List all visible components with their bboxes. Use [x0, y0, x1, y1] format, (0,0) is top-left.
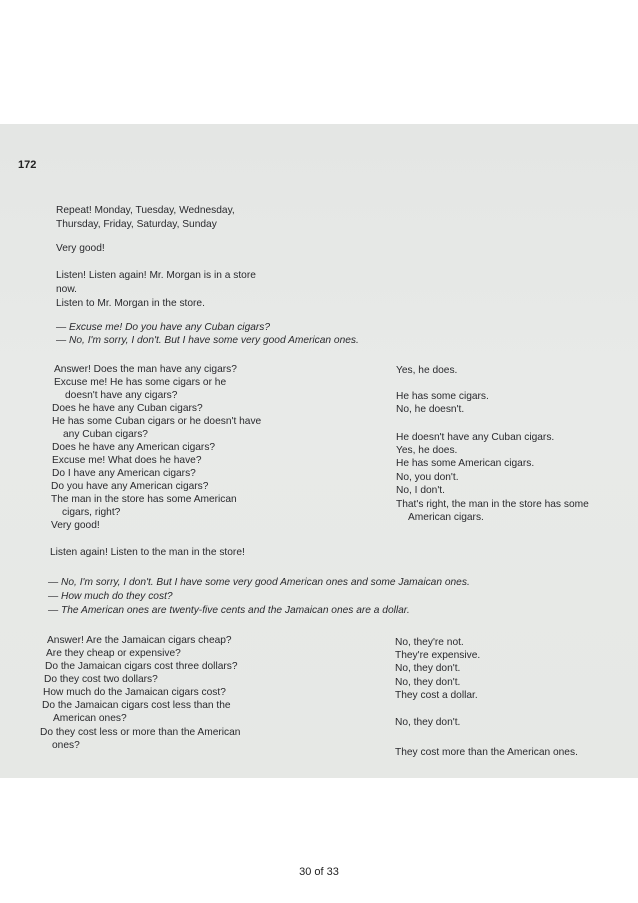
intro-line: Repeat! Monday, Tuesday, Wednesday, — [56, 205, 235, 216]
question-line: any Cuban cigars? — [63, 429, 148, 440]
page-number: 172 — [18, 159, 37, 171]
question-line: He has some Cuban cigars or he doesn't have — [52, 416, 262, 427]
answer-line: He has some American cigars. — [396, 458, 535, 469]
dialogue-line: — No, I'm sorry, I don't. But I have some very good American ones. — [56, 335, 359, 346]
question-line: Do I have any American cigars? — [52, 468, 196, 479]
scanned-page — [0, 124, 638, 778]
question-line: Excuse me! What does he have? — [52, 455, 202, 466]
answer-line: They're expensive. — [395, 650, 481, 661]
answer-line: No, I don't. — [396, 485, 445, 496]
answer-line: They cost a dollar. — [395, 690, 478, 701]
question-line: ones? — [52, 740, 80, 751]
question-line: Does he have any Cuban cigars? — [52, 403, 203, 414]
dialogue-line: — No, I'm sorry, I don't. But I have some very good American ones and some Jamaican ones. — [48, 577, 470, 588]
question-line: How much do the Jamaican cigars cost? — [43, 687, 226, 698]
intro-line: Listen to Mr. Morgan in the store. — [56, 298, 205, 309]
answer-line: Yes, he does. — [396, 445, 458, 456]
intro-line: Very good! — [56, 243, 105, 254]
answer-line: No, they don't. — [395, 717, 461, 728]
dialogue-line: — The American ones are twenty-five cents and the Jamaican ones are a dollar. — [48, 605, 410, 616]
question-line: Do the Jamaican cigars cost less than the — [42, 700, 231, 711]
question-line: doesn't have any cigars? — [65, 390, 178, 401]
answer-line: That's right, the man in the store has some — [396, 499, 589, 510]
question-line: Answer! Does the man have any cigars? — [54, 364, 237, 375]
question-line: Does he have any American cigars? — [52, 442, 216, 453]
intro-line: Listen! Listen again! Mr. Morgan is in a store — [56, 270, 256, 281]
question-line: cigars, right? — [62, 507, 121, 518]
question-line: Very good! — [51, 520, 100, 531]
question-line: Do they cost less or more than the American — [40, 727, 241, 738]
answer-line: No, they don't. — [395, 677, 461, 688]
answer-line: No, they're not. — [395, 637, 464, 648]
question-line: Do you have any American cigars? — [51, 481, 209, 492]
answer-line: No, you don't. — [396, 472, 459, 483]
question-line: Answer! Are the Jamaican cigars cheap? — [47, 635, 232, 646]
question-line: Do the Jamaican cigars cost three dollars? — [45, 661, 238, 672]
question-line: The man in the store has some American — [51, 494, 237, 505]
dialogue-line: — Excuse me! Do you have any Cuban cigars? — [56, 322, 271, 333]
answer-line: American cigars. — [408, 512, 484, 523]
dialogue-line: — How much do they cost? — [48, 591, 173, 602]
answer-line: They cost more than the American ones. — [395, 747, 578, 758]
answer-line: No, he doesn't. — [396, 404, 465, 415]
question-line: Excuse me! He has some cigars or he — [54, 377, 227, 388]
question-line: Are they cheap or expensive? — [46, 648, 181, 659]
intro-line: now. — [56, 284, 77, 295]
page-counter: 30 of 33 — [299, 866, 339, 878]
question-line: American ones? — [53, 713, 127, 724]
answer-line: He doesn't have any Cuban cigars. — [396, 432, 555, 443]
answer-line: No, they don't. — [395, 663, 461, 674]
question-line: Do they cost two dollars? — [44, 674, 158, 685]
instruction-line: Listen again! Listen to the man in the store! — [50, 547, 245, 558]
answer-line: Yes, he does. — [396, 365, 458, 376]
answer-line: He has some cigars. — [396, 391, 489, 402]
intro-line: Thursday, Friday, Saturday, Sunday — [56, 219, 217, 230]
